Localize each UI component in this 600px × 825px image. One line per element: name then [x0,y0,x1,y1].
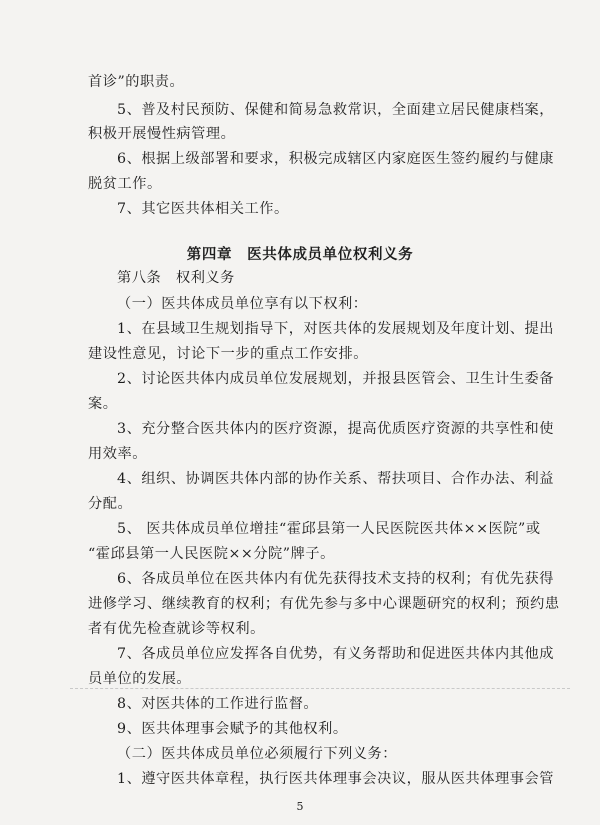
rights-line: 进修学习、继续教育的权利；有优先参与多中心课题研究的权利；预约患 [88,596,560,612]
article-title: 第八条 权利义务 [117,270,235,286]
text-line: 积极开展慢性病管理。 [88,126,236,142]
rights-line: 者有优先检查就诊等权利。 [88,621,265,637]
rights-line: 4、组织、协调医共体内部的协作关系、帮扶项目、合作办法、利益 [117,471,554,487]
rights-line: 5、 医共体成员单位增挂“霍邱县第一人民医院医共体××医院”或 [117,521,541,537]
chapter-title: 第四章 医共体成员单位权利义务 [186,247,414,263]
rights-line: 用效率。 [88,446,147,462]
rights-line: 建设性意见，讨论下一步的重点工作安排。 [88,346,369,362]
rights-line: 8、对医共体的工作进行监督。 [117,696,319,712]
section-rights-title: （一）医共体成员单位享有以下权利： [117,296,368,312]
scan-artifact-line [70,688,570,689]
rights-line: 案。 [88,396,118,412]
rights-line: “霍邱县第一人民医院××分院”牌子。 [88,546,335,562]
rights-line: 1、在县域卫生规划指导下，对医共体的发展规划及年度计划、提出 [117,321,554,337]
rights-line: 员单位的发展。 [88,671,192,687]
rights-line: 9、医共体理事会赋予的其他权利。 [117,721,348,737]
page-number: 5 [296,800,304,813]
rights-line: 2、讨论医共体内成员单位发展规划，并报县医管会、卫生计生委备 [117,371,554,387]
text-line: 6、根据上级部署和要求，积极完成辖区内家庭医生签约履约与健康 [117,151,554,167]
text-line: 首诊”的职责。 [88,74,185,90]
rights-line: 6、各成员单位在医共体内有优先获得技术支持的权利；有优先获得 [117,571,554,587]
text-line: 7、其它医共体相关工作。 [117,201,289,217]
text-line: 5、普及村民预防、保健和简易急救常识，全面建立居民健康档案， [117,102,554,118]
duties-line: 1、遵守医共体章程，执行医共体理事会决议，服从医共体理事会管 [117,771,554,787]
section-duties-title: （二）医共体成员单位必须履行下列义务： [117,746,398,762]
rights-line: 分配。 [88,496,133,512]
rights-line: 3、充分整合医共体内的医疗资源，提高优质医疗资源的共享性和使 [117,421,554,437]
text-line: 脱贫工作。 [88,176,162,192]
rights-line: 7、各成员单位应发挥各自优势，有义务帮助和促进医共体内其他成 [117,646,554,662]
